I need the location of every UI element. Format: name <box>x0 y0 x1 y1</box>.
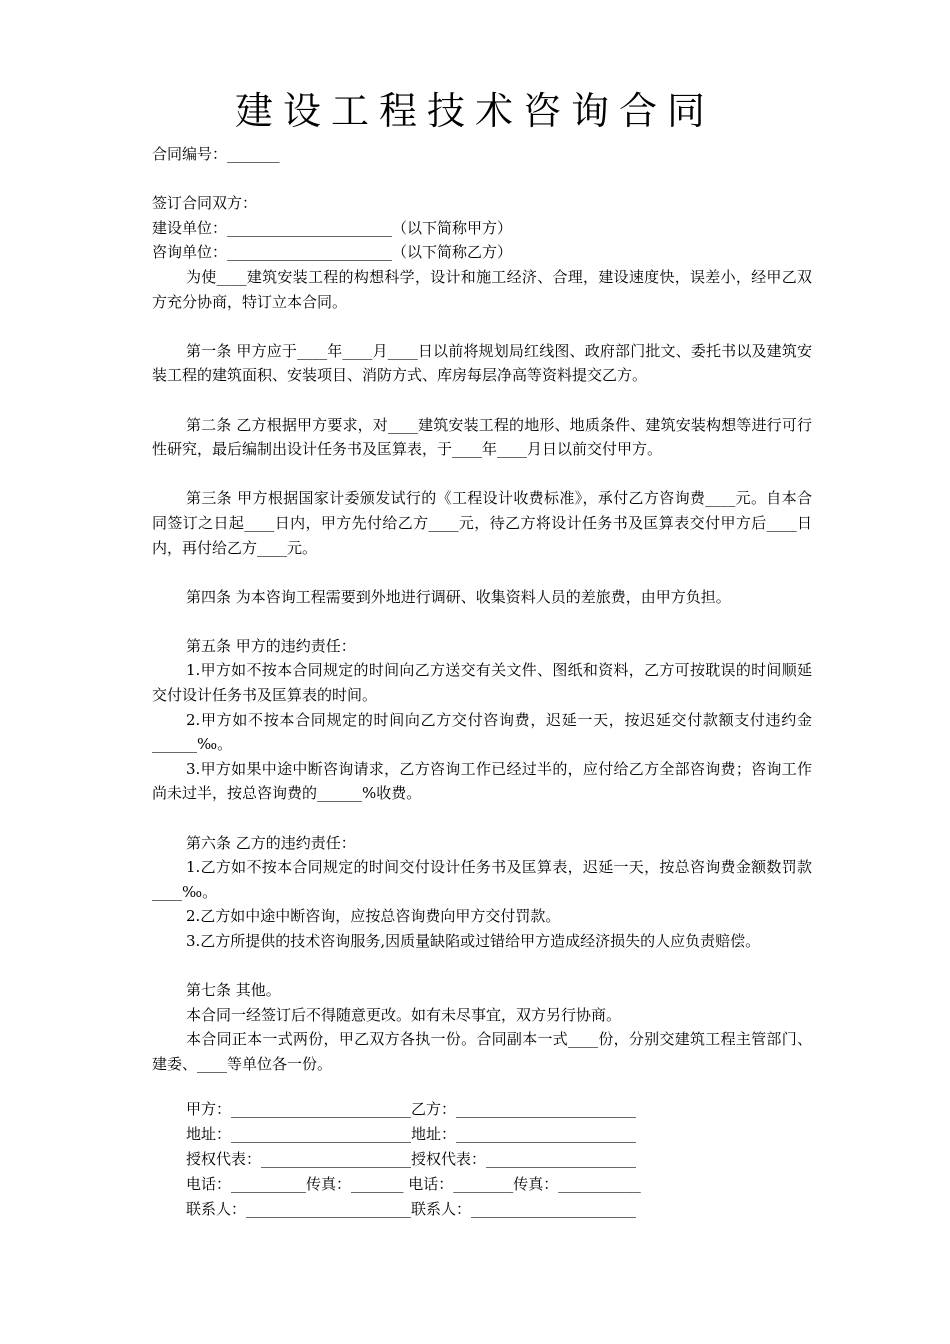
article-5-item-1: 1.甲方如不按本合同规定的时间向乙方送交有关文件、图纸和资料，乙方可按耽误的时间顺延交付设计任务书及匡算表的时间。 <box>152 661 812 705</box>
article-5-title: 第五条 甲方的违约责任： <box>186 636 356 655</box>
article-7-item-1: 本合同一经签订后不得随意更改。如有未尽事宜，双方另行协商。 <box>186 1005 622 1024</box>
sign-row-parties: 甲方：________________________乙方：________________________ <box>186 1100 637 1118</box>
sign-row-contact: 联系人：______________________联系人：______________________ <box>186 1200 637 1218</box>
sign-row-phone-fax: 电话：__________传真：_______ 电话：________传真：___________ <box>186 1175 641 1193</box>
article-6-item-2: 2.乙方如中途中断咨询，应按总咨询费向甲方交付罚款。 <box>186 907 561 926</box>
party-b-line: 咨询单位：______________________（以下简称乙方） <box>152 243 513 262</box>
sign-row-address: 地址：________________________地址：________________________ <box>186 1125 637 1143</box>
article-6-item-3: 3.乙方所提供的技术咨询服务,因质量缺陷或过错给甲方造成经济损失的人应负责赔偿。 <box>186 932 761 950</box>
article-7-item-2: 本合同正本一式两份，甲乙双方各执一份。合同副本一式____份，分别交建筑工程主管部门、建委、____等单位各一份。 <box>152 1030 812 1073</box>
article-1: 第一条 甲方应于____年____月____日以前将规划局红线图、政府部门批文、委托书以及建筑安装工程的建筑面积、安装项目、消防方式、库房每层净高等资料提交乙方。 <box>152 341 812 385</box>
document-title: 建设工程技术咨询合同 <box>234 89 715 133</box>
article-7-title: 第七条 其他。 <box>186 981 281 1000</box>
contract-number: 合同编号：_______ <box>152 145 280 163</box>
parties-heading: 签订合同双方： <box>152 194 258 213</box>
article-4: 第四条 为本咨询工程需要到外地进行调研、收集资料人员的差旅费，由甲方负担。 <box>186 587 731 606</box>
article-6-item-1: 1.乙方如不按本合同规定的时间交付设计任务书及匡算表，迟延一天，按总咨询费金额数罚款____‰。 <box>152 858 812 901</box>
article-6-title: 第六条 乙方的违约责任： <box>186 833 356 852</box>
preamble-paragraph: 为使____建筑安装工程的构想科学，设计和施工经济、合理，建设速度快，误差小，经甲乙双方充分协商，特订立本合同。 <box>152 267 812 311</box>
contract-body <box>152 142 812 1077</box>
article-5-item-3: 3.甲方如果中途中断咨询请求，乙方咨询工作已经过半的，应付给乙方全部咨询费；咨询工作尚未过半，按总咨询费的______%收费。 <box>152 759 812 803</box>
party-a-line: 建设单位：______________________（以下简称甲方） <box>152 218 513 237</box>
article-3: 第三条 甲方根据国家计委颁发试行的《工程设计收费标准》，承付乙方咨询费____元。自本合同签订之日起____日内，甲方先付给乙方____元，待乙方将设计任务书及匡算表交付甲方后____日内，再付给乙方____元。 <box>152 489 812 557</box>
sign-row-representative: 授权代表：____________________授权代表：____________________ <box>186 1150 637 1168</box>
article-2: 第二条 乙方根据甲方要求，对____建筑安装工程的地形、地质条件、建筑安装构想等进行可行性研究，最后编制出设计任务书及匡算表，于____年____月日以前交付甲方。 <box>152 415 812 459</box>
signature-block <box>186 1097 726 1222</box>
article-5-item-2: 2.甲方如不按本合同规定的时间向乙方交付咨询费，迟延一天，按迟延交付款额支付违约金______‰。 <box>152 710 812 754</box>
